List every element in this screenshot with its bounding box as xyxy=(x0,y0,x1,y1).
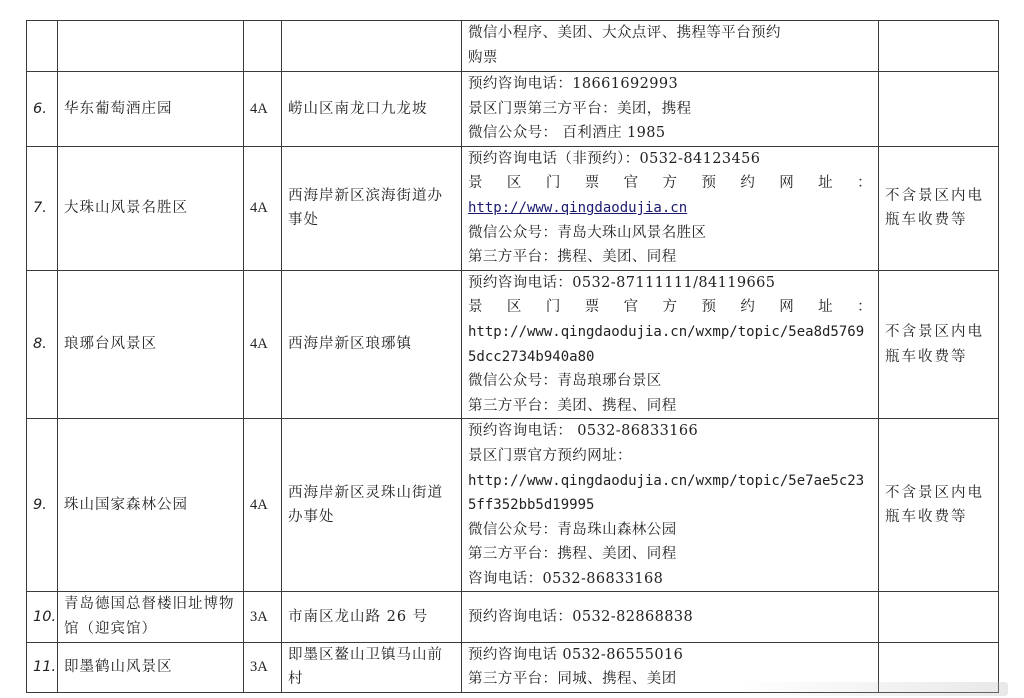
info-line: 预约咨询电话：18661692993 xyxy=(468,76,679,92)
info-line: 微信公众号：青岛琅琊台景区 xyxy=(468,373,662,390)
scenic-location: 西海岸新区琅琊镇 xyxy=(282,270,462,419)
info-line: 咨询电话：0532-86833168 xyxy=(468,570,664,587)
info-line: 微信小程序、美团、大众点评、携程等平台预约 xyxy=(468,25,781,42)
scenic-grade: 4A xyxy=(244,72,282,147)
scenic-name: 即墨鹤山风景区 xyxy=(58,642,244,692)
info-line: 景区门票官方预约网址： xyxy=(468,299,872,316)
row-number: 6. xyxy=(27,72,58,147)
info-line: 预约咨询电话：0532-87111111/84119665 xyxy=(468,274,776,291)
official-booking-url[interactable]: http://www.qingdaodujia.cn/wxmp/topic/5ea8d57695dcc2734b940a80 xyxy=(468,323,865,365)
official-booking-url[interactable]: http://www.qingdaodujia.cn/wxmp/topic/5e7ae5c235ff352bb5d19995 xyxy=(468,472,865,514)
table-row xyxy=(27,419,999,592)
scenic-spot-table xyxy=(26,20,999,693)
info-line: 预约咨询电话 0532-86555016 xyxy=(468,646,684,663)
info-line: 第三方平台：同城、携程、美团 xyxy=(468,671,677,688)
scenic-name: 珠山国家森林公园 xyxy=(58,419,244,592)
remark xyxy=(879,21,999,72)
scenic-grade: 4A xyxy=(244,419,282,592)
info-line: 景区门票官方预约网址： xyxy=(468,175,872,192)
official-booking-link[interactable]: http://www.qingdaodujia.cn xyxy=(468,199,688,216)
booking-info xyxy=(462,72,879,147)
booking-info xyxy=(462,21,879,72)
row-number: 7. xyxy=(27,146,58,270)
info-line: 预约咨询电话： 0532-86833166 xyxy=(468,423,699,440)
info-line: 预约咨询电话（非预约）：0532-84123456 xyxy=(468,150,761,167)
row-number xyxy=(27,21,58,72)
table-row xyxy=(27,270,999,419)
scenic-location xyxy=(282,21,462,72)
info-line: 预约咨询电话：0532-82868838 xyxy=(468,608,694,625)
remark: 不含景区内电瓶车收费等 xyxy=(879,270,999,419)
info-line: 微信公众号：青岛大珠山风景名胜区 xyxy=(468,224,707,241)
info-line: 第三方平台：携程、美团、同程 xyxy=(468,546,677,563)
scenic-grade: 3A xyxy=(244,592,282,642)
scenic-location: 西海岸新区滨海街道办事处 xyxy=(282,146,462,270)
scenic-name: 大珠山风景名胜区 xyxy=(58,146,244,270)
scenic-grade: 4A xyxy=(244,270,282,419)
row-number: 11. xyxy=(27,642,58,692)
remark xyxy=(879,592,999,642)
watermark-strip xyxy=(738,682,1008,696)
scenic-location: 市南区龙山路 26 号 xyxy=(282,592,462,642)
scenic-location: 即墨区鳌山卫镇马山前村 xyxy=(282,642,462,692)
scenic-grade: 3A xyxy=(244,642,282,692)
scenic-location: 崂山区南龙口九龙坡 xyxy=(282,72,462,147)
scenic-name: 华东葡萄酒庄园 xyxy=(58,72,244,147)
booking-info xyxy=(462,270,879,419)
info-line: 景区门票第三方平台：美团，携程 xyxy=(468,100,692,117)
table-row xyxy=(27,592,999,642)
table-row xyxy=(27,146,999,270)
row-number: 10. xyxy=(27,592,58,642)
booking-info xyxy=(462,419,879,592)
booking-info xyxy=(462,592,879,642)
remark xyxy=(879,72,999,147)
scenic-name: 青岛德国总督楼旧址博物馆（迎宾馆） xyxy=(58,592,244,642)
info-line: 第三方平台：美团、携程、同程 xyxy=(468,397,677,414)
scenic-location: 西海岸新区灵珠山街道办事处 xyxy=(282,419,462,592)
info-line: 第三方平台：携程、美团、同程 xyxy=(468,249,677,266)
info-line: 微信公众号： 百利酒庄 1985 xyxy=(468,125,666,142)
booking-info xyxy=(462,146,879,270)
scenic-name xyxy=(58,21,244,72)
row-number: 9. xyxy=(27,419,58,592)
info-line: 微信公众号：青岛珠山森林公园 xyxy=(468,521,677,538)
table-row xyxy=(27,72,999,147)
info-line: 景区门票官方预约网址： xyxy=(468,447,632,464)
remark: 不含景区内电瓶车收费等 xyxy=(879,419,999,592)
scenic-name: 琅琊台风景区 xyxy=(58,270,244,419)
info-line: 购票 xyxy=(468,50,498,66)
remark: 不含景区内电瓶车收费等 xyxy=(879,146,999,270)
scenic-grade: 4A xyxy=(244,146,282,270)
row-number: 8. xyxy=(27,270,58,419)
scenic-grade xyxy=(244,21,282,72)
table-row xyxy=(27,21,999,72)
